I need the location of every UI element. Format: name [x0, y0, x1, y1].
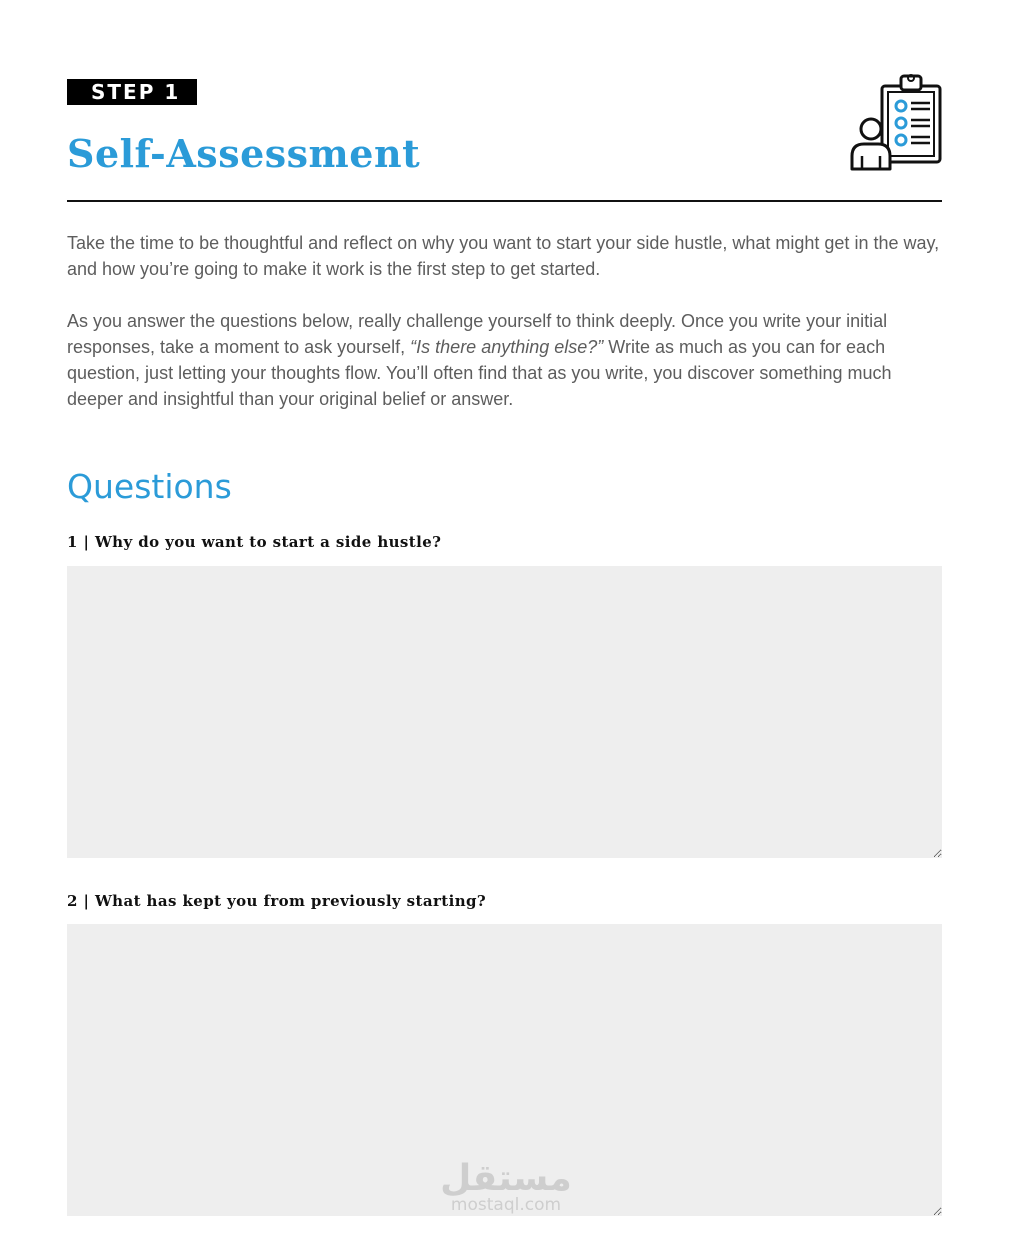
- intro-paragraph-1: Take the time to be thoughtful and reflect on why you want to start your side hustle, what might get in the way, and how you’re going to make it work is the first step to get started.: [67, 233, 940, 279]
- intro-paragraph-2-end: Write as much as you can for each question, just letting your thoughts flow. You’ll often find that as you write, you discover something much deeper and insightful than your original belief or answer.: [67, 337, 892, 409]
- questions-heading: Questions: [67, 467, 232, 506]
- header-divider: [67, 200, 942, 202]
- question-1-label: 1 | Why do you want to start a side hustle?: [67, 533, 442, 551]
- intro-paragraph-2: [67, 308, 947, 412]
- clipboard-checklist-person-icon: [846, 68, 948, 174]
- watermark-logo: مستقل: [440, 1158, 572, 1199]
- question-2-label: 2 | What has kept you from previously starting?: [67, 892, 487, 910]
- question-1-answer-box[interactable]: [67, 566, 942, 858]
- watermark-domain: mostaql.com: [450, 1195, 562, 1215]
- intro-paragraph-2-start: As you answer the questions below, really challenge yourself to think deeply. Once you write your initial responses, take a moment to ask yourself,: [67, 311, 888, 357]
- intro-quote: “Is there anything else?”: [410, 337, 604, 357]
- watermark: [436, 1158, 576, 1224]
- page-title: Self-Assessment: [67, 131, 421, 176]
- step-badge: STEP 1: [67, 79, 197, 105]
